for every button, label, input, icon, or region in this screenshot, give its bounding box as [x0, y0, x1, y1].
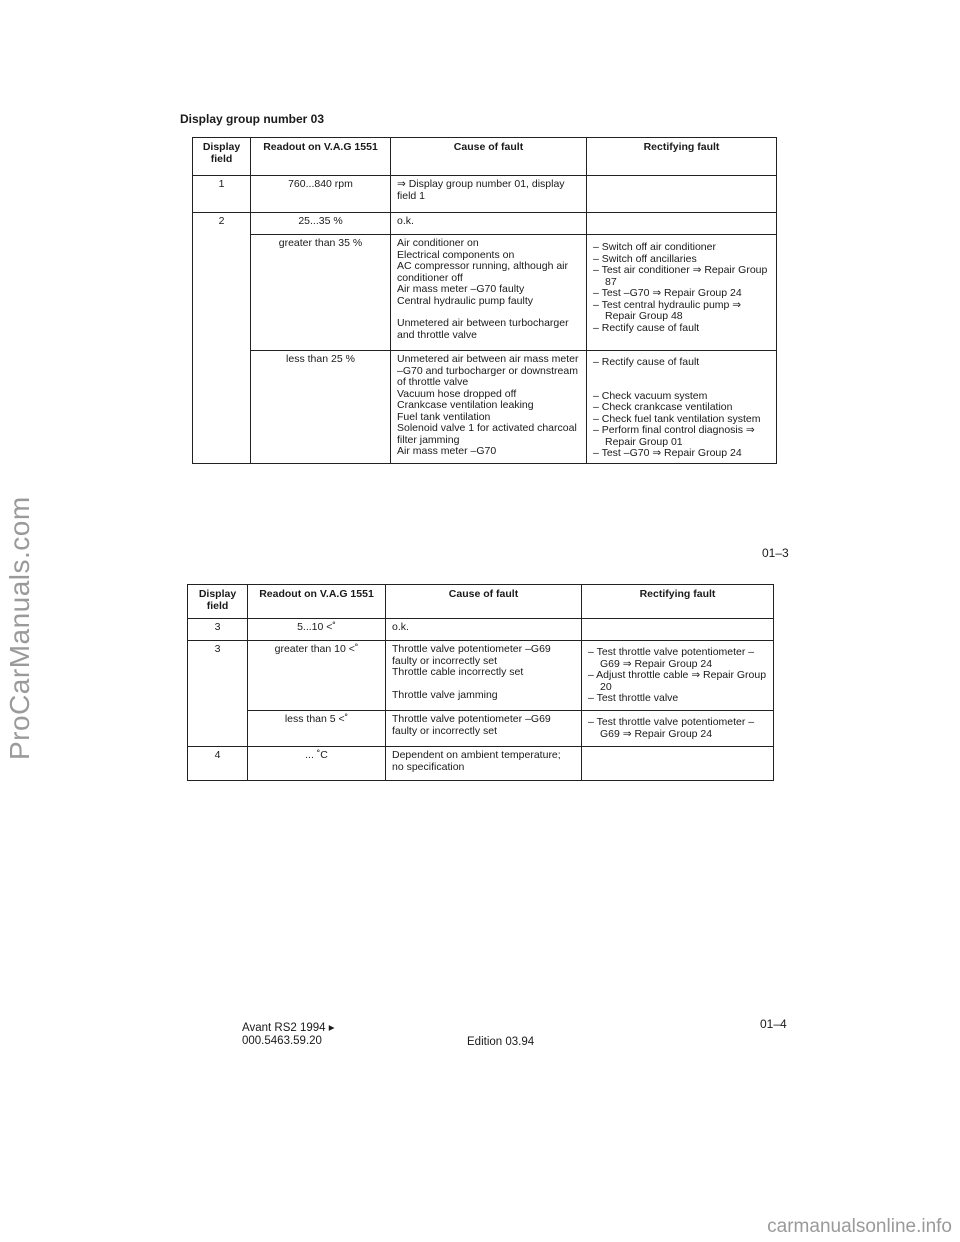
- table-header-row: [188, 585, 774, 619]
- header-display-field: Display field: [193, 138, 251, 176]
- cause-cell: [386, 641, 582, 711]
- page-heading: Display group number 03: [180, 112, 325, 126]
- fix-line: – Test throttle valve potentiometer –G69 ⇒ Repair Group 24: [588, 716, 755, 740]
- cause-line: Solenoid valve 1 for activated charcoal filter jamming: [397, 422, 577, 446]
- fix-line: – Test –G70 ⇒ Repair Group 24: [593, 287, 742, 299]
- fix-cell: [587, 351, 777, 464]
- cause-line: Throttle valve potentiometer –G69 faulty or incorrectly set: [392, 643, 551, 667]
- fix-line: – Rectify cause of fault: [593, 356, 700, 368]
- table-row: [193, 351, 777, 464]
- header-display-field: Display field: [188, 585, 248, 619]
- field-cell: 4: [188, 747, 248, 781]
- field-cell: 1: [193, 176, 251, 213]
- watermark: ProCarManuals.com: [4, 496, 35, 760]
- fault-table-2: [187, 584, 774, 781]
- fix-line: – Test –G70 ⇒ Repair Group 24: [593, 447, 742, 459]
- cause-line: Vacuum hose dropped off: [397, 387, 517, 400]
- cause-line: Electrical components on: [397, 248, 515, 261]
- table-row: [188, 619, 774, 641]
- table-header-row: [193, 138, 777, 176]
- cause-line: Unmetered air between air mass meter –G70 and turbocharger or downstream of throttle valve: [397, 353, 579, 388]
- field-cell: 3: [188, 641, 248, 711]
- readout-cell: 760...840 rpm: [251, 176, 391, 213]
- fix-line: – Test central hydraulic pump ⇒ Repair Group 48: [593, 298, 742, 322]
- cause-line: Air mass meter –G70: [397, 445, 497, 457]
- cause-cell: Throttle valve potentiometer –G69 faulty or incorrectly set: [386, 711, 582, 747]
- cause-cell: [391, 351, 587, 464]
- cause-line: AC compressor running, although air conditioner off: [397, 260, 569, 284]
- fix-line: – Test throttle valve: [588, 692, 679, 704]
- field-cell: 3: [188, 619, 248, 641]
- header-cause: Cause of fault: [386, 585, 582, 619]
- footer-model-info: [242, 1022, 335, 1048]
- fix-line: – Check fuel tank ventilation system: [593, 412, 761, 425]
- fix-line: – Test throttle valve potentiometer –G69 ⇒ Repair Group 24: [588, 646, 755, 670]
- table-row: [193, 235, 777, 351]
- header-rectifying: Rectifying fault: [582, 585, 774, 619]
- page-number-top: 01–3: [762, 546, 789, 560]
- cause-line: Throttle valve jamming: [392, 688, 498, 701]
- page-number-bottom: 01–4: [760, 1017, 787, 1031]
- table-row: [193, 213, 777, 235]
- fix-cell: [582, 619, 774, 641]
- cause-line: Air conditioner on: [397, 237, 479, 249]
- fix-line: – Test air conditioner ⇒ Repair Group 87: [593, 264, 768, 288]
- cause-cell: o.k.: [391, 213, 587, 235]
- readout-cell: 5...10 <˚: [248, 619, 386, 641]
- header-readout: Readout on V.A.G 1551: [248, 585, 386, 619]
- field-cell-empty: [193, 351, 251, 464]
- cause-cell: Dependent on ambient temperature; no specification: [386, 747, 582, 781]
- site-watermark: carmanualsonline.info: [767, 1216, 952, 1237]
- fix-line: – Perform final control diagnosis ⇒ Repair Group 01: [593, 424, 755, 448]
- cause-line: Unmetered air between turbocharger and throttle valve: [397, 317, 569, 341]
- cause-cell: [391, 235, 587, 351]
- footer-doc-number: 000.5463.59.20: [242, 1035, 322, 1047]
- fix-line: – Switch off ancillaries: [593, 252, 697, 265]
- readout-cell: less than 25 %: [251, 351, 391, 464]
- readout-cell: greater than 10 <˚: [248, 641, 386, 711]
- field-cell: 2: [193, 213, 251, 235]
- fix-cell: [582, 641, 774, 711]
- header-readout: Readout on V.A.G 1551: [251, 138, 391, 176]
- readout-cell: ... ˚C: [248, 747, 386, 781]
- field-cell-empty: [193, 235, 251, 351]
- cause-line: Air mass meter –G70 faulty: [397, 283, 525, 295]
- readout-cell: greater than 35 %: [251, 235, 391, 351]
- cause-cell: o.k.: [386, 619, 582, 641]
- cause-cell: ⇒ Display group number 01, display field 1: [391, 176, 587, 213]
- fix-line: – Check crankcase ventilation: [593, 401, 733, 413]
- fix-line: – Switch off air conditioner: [593, 241, 716, 253]
- fix-cell: [582, 711, 774, 747]
- cause-line: Throttle cable incorrectly set: [392, 666, 524, 678]
- cause-line: Crankcase ventilation leaking: [397, 399, 534, 411]
- cause-line: Fuel tank ventilation: [397, 410, 491, 423]
- field-cell-empty: [188, 711, 248, 747]
- table-row: [188, 711, 774, 747]
- fix-cell: [587, 235, 777, 351]
- fix-line: – Adjust throttle cable ⇒ Repair Group 20: [588, 669, 767, 693]
- footer-model: Avant RS2 1994 ▸: [242, 1022, 335, 1034]
- fix-line: – Rectify cause of fault: [593, 321, 700, 334]
- table-row: [188, 641, 774, 711]
- fix-cell: [587, 176, 777, 213]
- fault-table-1: [192, 137, 777, 464]
- table-row: [188, 747, 774, 781]
- fix-cell: [582, 747, 774, 781]
- fix-line: – Check vacuum system: [593, 389, 708, 402]
- table-row: [193, 176, 777, 213]
- header-cause: Cause of fault: [391, 138, 587, 176]
- cause-line: Central hydraulic pump faulty: [397, 294, 533, 307]
- fix-cell: [587, 213, 777, 235]
- readout-cell: less than 5 <˚: [248, 711, 386, 747]
- header-rectifying: Rectifying fault: [587, 138, 777, 176]
- footer-edition: Edition 03.94: [467, 1036, 535, 1048]
- readout-cell: 25...35 %: [251, 213, 391, 235]
